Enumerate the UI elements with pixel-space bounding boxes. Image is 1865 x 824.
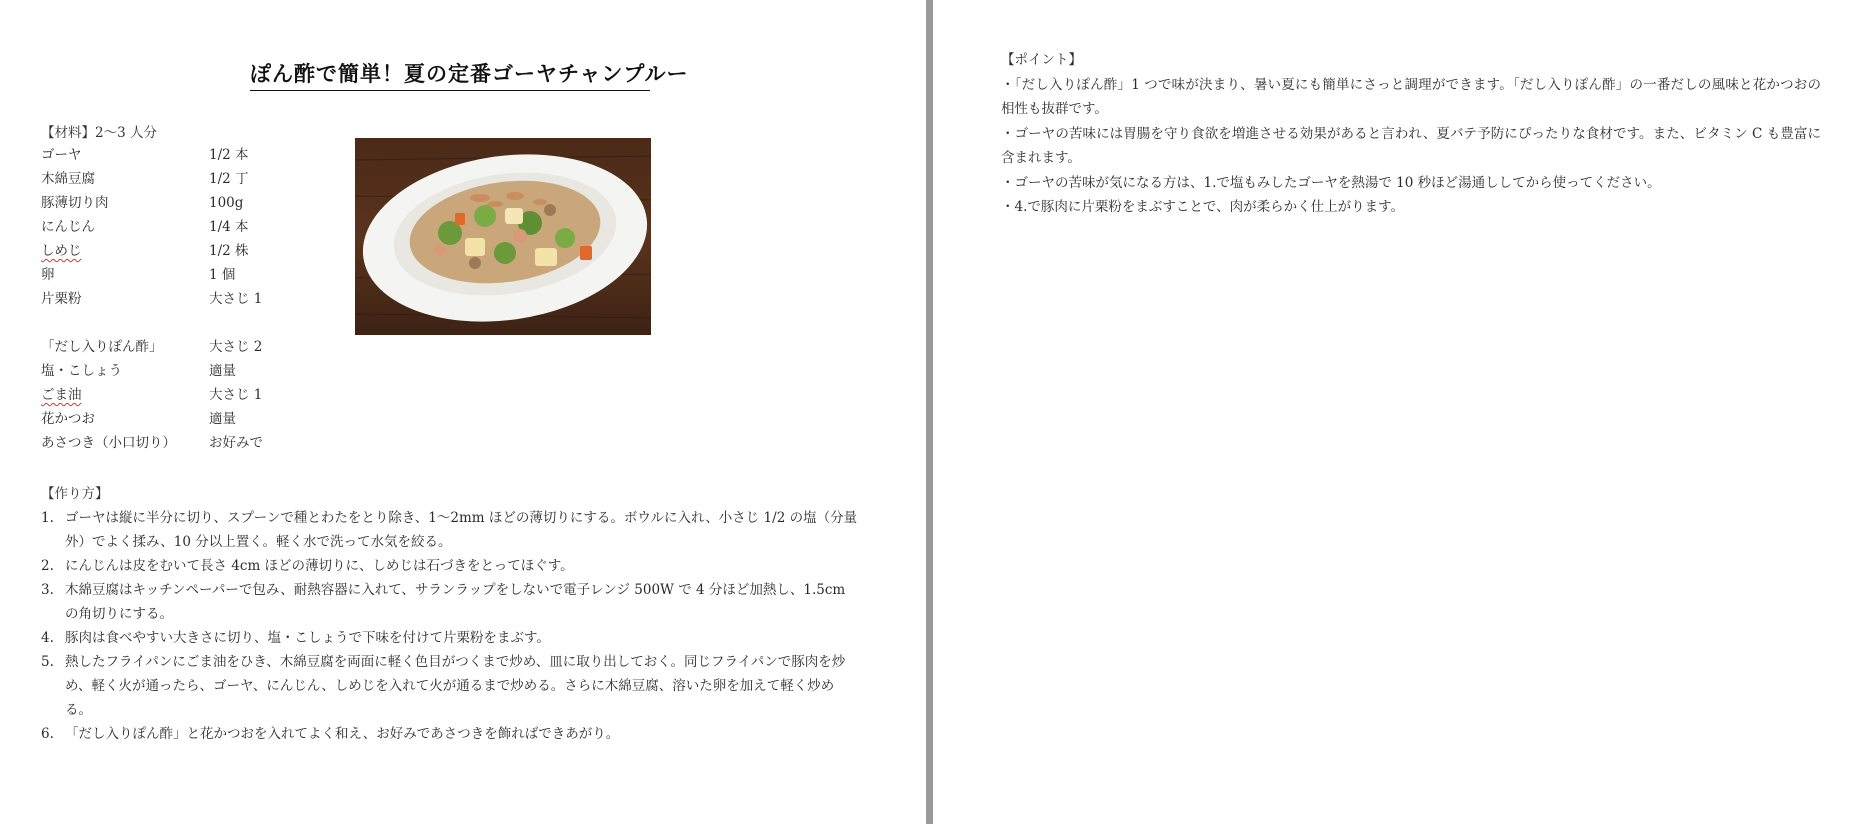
ingredient-qty: 1/4 本 — [209, 219, 249, 235]
ingredients-heading: 【材料】2〜3 人分 — [41, 125, 157, 141]
point-item: ・「だし入りぽん酢」1 つで味が決まり、暑い夏にも簡単にさっと調理ができます。「だし入りぽん酢」の一番だしの風味と花かつおの相性も抜群です。 — [1001, 76, 1821, 117]
ingredient-qty: 1/2 本 — [209, 147, 249, 163]
ingredient-name: にんじん — [41, 219, 95, 235]
step-item — [41, 722, 861, 746]
seasoning-name: 花かつお — [41, 411, 95, 427]
recipe-title: ぽん酢で簡単！夏の定番ゴーヤチャンプルー — [250, 58, 650, 91]
ingredient-qty: 1/2 丁 — [209, 171, 249, 187]
ingredient-qty: 1/2 株 — [209, 243, 249, 259]
point-item: ・ゴーヤの苦味が気になる方は、1.で塩もみしたゴーヤを熱湯で 10 秒ほど湯通ししてから使ってください。 — [1001, 174, 1661, 191]
step-item — [41, 650, 861, 722]
seasoning-qty: 適量 — [209, 363, 236, 379]
step-item — [41, 626, 861, 650]
points-section — [1001, 48, 1821, 220]
point-item: ・4.で豚肉に片栗粉をまぶすことで、肉が柔らかく仕上がります。 — [1001, 199, 1405, 215]
step-text: にんじんは皮をむいて長さ 4cm ほどの薄切りに、しめじは石づきをとってほぐす。 — [65, 558, 574, 574]
step-text: 木綿豆腐はキッチンペーパーで包み、耐熱容器に入れて、サランラップをしないで電子レンジ 500W で 4 分ほど加熱し、1.5cm の角切りにする。 — [65, 582, 846, 622]
page-1 — [0, 0, 926, 824]
step-number: 1. — [41, 510, 54, 526]
ingredient-name: 卵 — [41, 267, 55, 283]
seasoning-name: あさつき（小口切り） — [41, 435, 176, 451]
seasoning-name: 塩・こしょう — [41, 363, 122, 379]
page-divider — [926, 0, 933, 824]
ingredient-name: 豚薄切り肉 — [41, 195, 109, 211]
points-heading: 【ポイント】 — [1001, 52, 1082, 68]
ingredient-name: しめじ — [41, 243, 82, 259]
ingredient-qty: 1 個 — [209, 267, 236, 283]
seasoning-qty: 大さじ 2 — [209, 339, 263, 355]
step-text: 熱したフライパンにごま油をひき、木綿豆腐を両面に軽く色目がつくまで炒め、皿に取り出しておく。同じフライパンで豚肉を炒め、軽く火が通ったら、ゴーヤ、にんじん、しめじを入れて火が通るまで炒める。さらに木綿豆腐、溶いた卵を加えて軽く炒める。 — [65, 654, 846, 718]
steps-list — [41, 506, 861, 746]
step-text: 豚肉は食べやすい大きさに切り、塩・こしょうで下味を付けて片栗粉をまぶす。 — [65, 630, 550, 646]
step-item — [41, 578, 861, 626]
step-number: 3. — [41, 582, 54, 598]
seasoning-name: 「だし入りぽん酢」 — [41, 339, 163, 355]
point-item: ・ゴーヤの苦味には胃腸を守り食欲を増進させる効果があると言われ、夏バテ予防にぴったりな食材です。また、ビタミン C も豊富に含まれます。 — [1001, 125, 1821, 166]
step-item — [41, 506, 861, 554]
step-number: 4. — [41, 630, 54, 646]
ingredient-name: ゴーヤ — [41, 147, 82, 163]
ingredient-name: 片栗粉 — [41, 291, 82, 307]
ingredient-qty: 100g — [209, 195, 244, 211]
steps-heading: 【作り方】 — [41, 486, 109, 502]
dish-photo — [355, 138, 651, 335]
step-item — [41, 554, 861, 578]
seasoning-qty: 適量 — [209, 411, 236, 427]
seasoning-name: ごま油 — [41, 387, 82, 403]
seasoning-qty: お好みで — [209, 435, 263, 451]
step-number: 2. — [41, 558, 54, 574]
step-text: ゴーヤは縦に半分に切り、スプーンで種とわたをとり除き、1〜2mm ほどの薄切りにする。ボウルに入れ、小さじ 1/2 の塩（分量外）でよく揉み、10 分以上置く。軽く水で洗って水気を絞る。 — [65, 510, 858, 550]
step-number: 5. — [41, 654, 54, 670]
ingredient-qty: 大さじ 1 — [209, 291, 263, 307]
step-text: 「だし入りぽん酢」と花かつおを入れてよく和え、お好みであさつきを飾ればできあがり。 — [65, 726, 620, 742]
seasoning-qty: 大さじ 1 — [209, 387, 263, 403]
ingredient-name: 木綿豆腐 — [41, 171, 95, 187]
step-number: 6. — [41, 726, 54, 742]
